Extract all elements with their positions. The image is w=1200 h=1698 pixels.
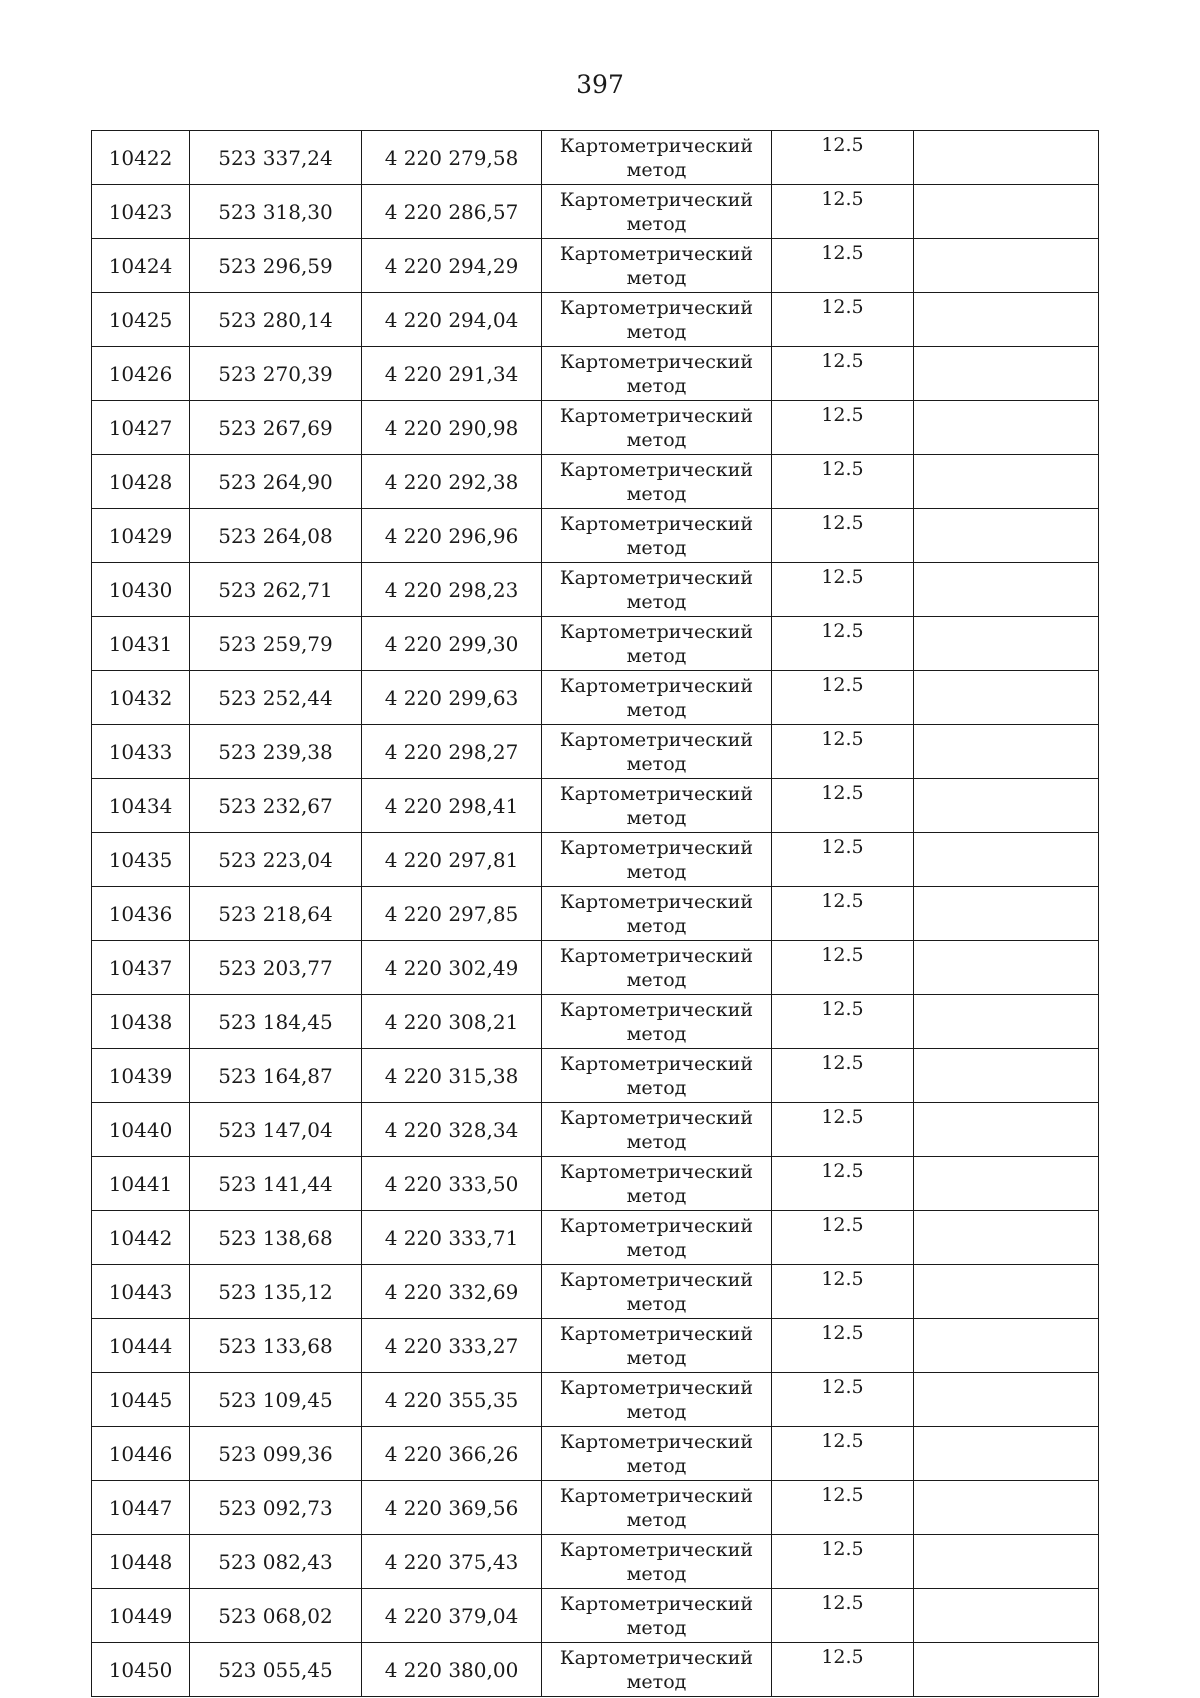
x-coordinate-cell: 523 252,44 <box>190 671 362 725</box>
note-cell <box>914 1211 1099 1265</box>
note-cell <box>914 293 1099 347</box>
table-row <box>92 1643 1099 1697</box>
accuracy-cell: 12.5 <box>772 1589 914 1643</box>
method-cell: Картометрический метод <box>542 833 772 887</box>
table-row <box>92 1103 1099 1157</box>
x-coordinate-cell: 523 270,39 <box>190 347 362 401</box>
x-coordinate-cell: 523 092,73 <box>190 1481 362 1535</box>
accuracy-cell: 12.5 <box>772 1157 914 1211</box>
note-cell <box>914 347 1099 401</box>
point-id-cell: 10436 <box>92 887 190 941</box>
table-row <box>92 725 1099 779</box>
note-cell <box>914 509 1099 563</box>
accuracy-cell: 12.5 <box>772 131 914 185</box>
note-cell <box>914 1103 1099 1157</box>
y-coordinate-cell: 4 220 332,69 <box>362 1265 542 1319</box>
note-cell <box>914 671 1099 725</box>
y-coordinate-cell: 4 220 297,81 <box>362 833 542 887</box>
y-coordinate-cell: 4 220 292,38 <box>362 455 542 509</box>
accuracy-cell: 12.5 <box>772 833 914 887</box>
method-cell: Картометрический метод <box>542 1427 772 1481</box>
table-row <box>92 1157 1099 1211</box>
y-coordinate-cell: 4 220 369,56 <box>362 1481 542 1535</box>
point-id-cell: 10439 <box>92 1049 190 1103</box>
x-coordinate-cell: 523 262,71 <box>190 563 362 617</box>
point-id-cell: 10442 <box>92 1211 190 1265</box>
y-coordinate-cell: 4 220 302,49 <box>362 941 542 995</box>
x-coordinate-cell: 523 232,67 <box>190 779 362 833</box>
method-cell: Картометрический метод <box>542 1211 772 1265</box>
method-cell: Картометрический метод <box>542 347 772 401</box>
method-cell: Картометрический метод <box>542 1481 772 1535</box>
point-id-cell: 10446 <box>92 1427 190 1481</box>
note-cell <box>914 401 1099 455</box>
y-coordinate-cell: 4 220 298,41 <box>362 779 542 833</box>
method-cell: Картометрический метод <box>542 1535 772 1589</box>
point-id-cell: 10429 <box>92 509 190 563</box>
method-cell: Картометрический метод <box>542 1265 772 1319</box>
y-coordinate-cell: 4 220 294,04 <box>362 293 542 347</box>
note-cell <box>914 941 1099 995</box>
point-id-cell: 10437 <box>92 941 190 995</box>
table-row <box>92 617 1099 671</box>
y-coordinate-cell: 4 220 296,96 <box>362 509 542 563</box>
note-cell <box>914 1589 1099 1643</box>
point-id-cell: 10445 <box>92 1373 190 1427</box>
note-cell <box>914 455 1099 509</box>
point-id-cell: 10438 <box>92 995 190 1049</box>
x-coordinate-cell: 523 068,02 <box>190 1589 362 1643</box>
accuracy-cell: 12.5 <box>772 563 914 617</box>
table-row <box>92 779 1099 833</box>
point-id-cell: 10435 <box>92 833 190 887</box>
point-id-cell: 10422 <box>92 131 190 185</box>
y-coordinate-cell: 4 220 290,98 <box>362 401 542 455</box>
point-id-cell: 10434 <box>92 779 190 833</box>
method-cell: Картометрический метод <box>542 995 772 1049</box>
accuracy-cell: 12.5 <box>772 1265 914 1319</box>
accuracy-cell: 12.5 <box>772 1427 914 1481</box>
table-row <box>92 1427 1099 1481</box>
accuracy-cell: 12.5 <box>772 617 914 671</box>
note-cell <box>914 1265 1099 1319</box>
accuracy-cell: 12.5 <box>772 1643 914 1697</box>
x-coordinate-cell: 523 239,38 <box>190 725 362 779</box>
x-coordinate-cell: 523 135,12 <box>190 1265 362 1319</box>
method-cell: Картометрический метод <box>542 1589 772 1643</box>
accuracy-cell: 12.5 <box>772 1535 914 1589</box>
method-cell: Картометрический метод <box>542 509 772 563</box>
table-row <box>92 833 1099 887</box>
method-cell: Картометрический метод <box>542 1103 772 1157</box>
point-id-cell: 10444 <box>92 1319 190 1373</box>
y-coordinate-cell: 4 220 286,57 <box>362 185 542 239</box>
x-coordinate-cell: 523 337,24 <box>190 131 362 185</box>
accuracy-cell: 12.5 <box>772 509 914 563</box>
method-cell: Картометрический метод <box>542 131 772 185</box>
point-id-cell: 10424 <box>92 239 190 293</box>
x-coordinate-cell: 523 267,69 <box>190 401 362 455</box>
accuracy-cell: 12.5 <box>772 1481 914 1535</box>
table-row <box>92 1211 1099 1265</box>
table-row <box>92 455 1099 509</box>
accuracy-cell: 12.5 <box>772 887 914 941</box>
x-coordinate-cell: 523 223,04 <box>190 833 362 887</box>
table-row <box>92 563 1099 617</box>
method-cell: Картометрический метод <box>542 671 772 725</box>
y-coordinate-cell: 4 220 299,63 <box>362 671 542 725</box>
y-coordinate-cell: 4 220 297,85 <box>362 887 542 941</box>
method-cell: Картометрический метод <box>542 239 772 293</box>
y-coordinate-cell: 4 220 298,27 <box>362 725 542 779</box>
x-coordinate-cell: 523 264,90 <box>190 455 362 509</box>
note-cell <box>914 1373 1099 1427</box>
method-cell: Картометрический метод <box>542 617 772 671</box>
y-coordinate-cell: 4 220 279,58 <box>362 131 542 185</box>
y-coordinate-cell: 4 220 380,00 <box>362 1643 542 1697</box>
y-coordinate-cell: 4 220 333,50 <box>362 1157 542 1211</box>
table-row <box>92 1481 1099 1535</box>
table-row <box>92 401 1099 455</box>
y-coordinate-cell: 4 220 315,38 <box>362 1049 542 1103</box>
point-id-cell: 10448 <box>92 1535 190 1589</box>
note-cell <box>914 1643 1099 1697</box>
accuracy-cell: 12.5 <box>772 347 914 401</box>
accuracy-cell: 12.5 <box>772 1049 914 1103</box>
y-coordinate-cell: 4 220 299,30 <box>362 617 542 671</box>
table-row <box>92 941 1099 995</box>
accuracy-cell: 12.5 <box>772 185 914 239</box>
point-id-cell: 10423 <box>92 185 190 239</box>
method-cell: Картометрический метод <box>542 779 772 833</box>
method-cell: Картометрический метод <box>542 401 772 455</box>
table-row <box>92 185 1099 239</box>
x-coordinate-cell: 523 280,14 <box>190 293 362 347</box>
table-row <box>92 887 1099 941</box>
point-id-cell: 10427 <box>92 401 190 455</box>
table-row <box>92 1265 1099 1319</box>
method-cell: Картометрический метод <box>542 185 772 239</box>
accuracy-cell: 12.5 <box>772 239 914 293</box>
x-coordinate-cell: 523 264,08 <box>190 509 362 563</box>
note-cell <box>914 1157 1099 1211</box>
accuracy-cell: 12.5 <box>772 293 914 347</box>
accuracy-cell: 12.5 <box>772 1373 914 1427</box>
method-cell: Картометрический метод <box>542 1373 772 1427</box>
x-coordinate-cell: 523 138,68 <box>190 1211 362 1265</box>
note-cell <box>914 131 1099 185</box>
table-row <box>92 995 1099 1049</box>
y-coordinate-cell: 4 220 355,35 <box>362 1373 542 1427</box>
accuracy-cell: 12.5 <box>772 455 914 509</box>
table-body <box>92 131 1099 1697</box>
y-coordinate-cell: 4 220 294,29 <box>362 239 542 293</box>
table-row <box>92 239 1099 293</box>
x-coordinate-cell: 523 055,45 <box>190 1643 362 1697</box>
accuracy-cell: 12.5 <box>772 1211 914 1265</box>
y-coordinate-cell: 4 220 308,21 <box>362 995 542 1049</box>
x-coordinate-cell: 523 099,36 <box>190 1427 362 1481</box>
x-coordinate-cell: 523 109,45 <box>190 1373 362 1427</box>
method-cell: Картометрический метод <box>542 1319 772 1373</box>
note-cell <box>914 1481 1099 1535</box>
accuracy-cell: 12.5 <box>772 725 914 779</box>
table-row <box>92 509 1099 563</box>
x-coordinate-cell: 523 141,44 <box>190 1157 362 1211</box>
note-cell <box>914 779 1099 833</box>
table-row <box>92 131 1099 185</box>
method-cell: Картометрический метод <box>542 455 772 509</box>
note-cell <box>914 887 1099 941</box>
point-id-cell: 10425 <box>92 293 190 347</box>
method-cell: Картометрический метод <box>542 1643 772 1697</box>
point-id-cell: 10428 <box>92 455 190 509</box>
x-coordinate-cell: 523 184,45 <box>190 995 362 1049</box>
note-cell <box>914 1427 1099 1481</box>
x-coordinate-cell: 523 296,59 <box>190 239 362 293</box>
y-coordinate-cell: 4 220 375,43 <box>362 1535 542 1589</box>
method-cell: Картометрический метод <box>542 1157 772 1211</box>
point-id-cell: 10449 <box>92 1589 190 1643</box>
point-id-cell: 10441 <box>92 1157 190 1211</box>
table-row <box>92 1319 1099 1373</box>
note-cell <box>914 563 1099 617</box>
coordinates-table <box>91 130 1099 1697</box>
point-id-cell: 10430 <box>92 563 190 617</box>
accuracy-cell: 12.5 <box>772 671 914 725</box>
x-coordinate-cell: 523 082,43 <box>190 1535 362 1589</box>
method-cell: Картометрический метод <box>542 725 772 779</box>
x-coordinate-cell: 523 259,79 <box>190 617 362 671</box>
x-coordinate-cell: 523 203,77 <box>190 941 362 995</box>
x-coordinate-cell: 523 318,30 <box>190 185 362 239</box>
point-id-cell: 10440 <box>92 1103 190 1157</box>
x-coordinate-cell: 523 218,64 <box>190 887 362 941</box>
table-row <box>92 671 1099 725</box>
note-cell <box>914 833 1099 887</box>
note-cell <box>914 617 1099 671</box>
note-cell <box>914 239 1099 293</box>
table-row <box>92 1049 1099 1103</box>
method-cell: Картометрический метод <box>542 293 772 347</box>
note-cell <box>914 1535 1099 1589</box>
note-cell <box>914 995 1099 1049</box>
note-cell <box>914 725 1099 779</box>
accuracy-cell: 12.5 <box>772 941 914 995</box>
y-coordinate-cell: 4 220 333,27 <box>362 1319 542 1373</box>
point-id-cell: 10433 <box>92 725 190 779</box>
accuracy-cell: 12.5 <box>772 1319 914 1373</box>
method-cell: Картометрический метод <box>542 563 772 617</box>
table-row <box>92 1589 1099 1643</box>
table-row <box>92 347 1099 401</box>
y-coordinate-cell: 4 220 379,04 <box>362 1589 542 1643</box>
accuracy-cell: 12.5 <box>772 1103 914 1157</box>
accuracy-cell: 12.5 <box>772 995 914 1049</box>
point-id-cell: 10426 <box>92 347 190 401</box>
point-id-cell: 10447 <box>92 1481 190 1535</box>
page-number: 397 <box>576 70 624 99</box>
x-coordinate-cell: 523 133,68 <box>190 1319 362 1373</box>
table-row <box>92 293 1099 347</box>
table-row <box>92 1373 1099 1427</box>
accuracy-cell: 12.5 <box>772 779 914 833</box>
note-cell <box>914 1319 1099 1373</box>
method-cell: Картометрический метод <box>542 1049 772 1103</box>
y-coordinate-cell: 4 220 298,23 <box>362 563 542 617</box>
method-cell: Картометрический метод <box>542 941 772 995</box>
point-id-cell: 10443 <box>92 1265 190 1319</box>
note-cell <box>914 185 1099 239</box>
y-coordinate-cell: 4 220 291,34 <box>362 347 542 401</box>
point-id-cell: 10431 <box>92 617 190 671</box>
table-row <box>92 1535 1099 1589</box>
method-cell: Картометрический метод <box>542 887 772 941</box>
point-id-cell: 10450 <box>92 1643 190 1697</box>
x-coordinate-cell: 523 147,04 <box>190 1103 362 1157</box>
point-id-cell: 10432 <box>92 671 190 725</box>
y-coordinate-cell: 4 220 333,71 <box>362 1211 542 1265</box>
note-cell <box>914 1049 1099 1103</box>
x-coordinate-cell: 523 164,87 <box>190 1049 362 1103</box>
y-coordinate-cell: 4 220 366,26 <box>362 1427 542 1481</box>
y-coordinate-cell: 4 220 328,34 <box>362 1103 542 1157</box>
accuracy-cell: 12.5 <box>772 401 914 455</box>
